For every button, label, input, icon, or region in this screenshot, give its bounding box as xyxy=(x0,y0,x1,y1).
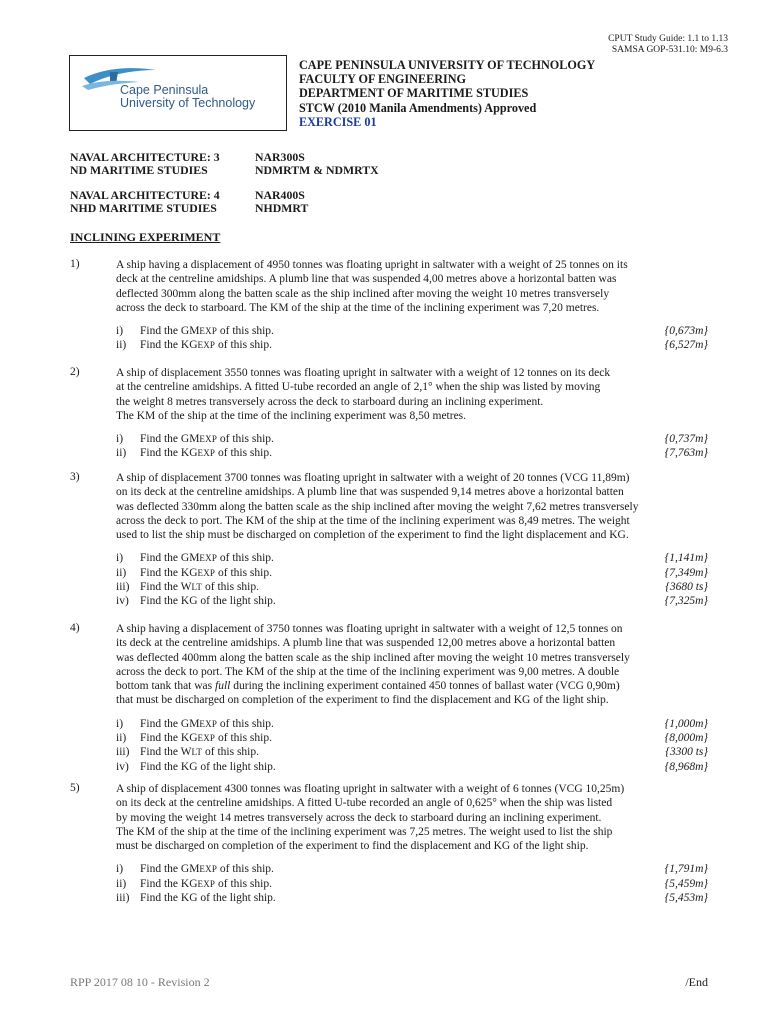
department-name: DEPARTMENT OF MARITIME STUDIES xyxy=(299,86,529,101)
exercise-title: EXERCISE 01 xyxy=(299,114,377,129)
sub-question-answer: {5,459m} xyxy=(664,877,708,890)
study-guide-ref: CPUT Study Guide: 1.1 to 1.13 xyxy=(608,34,728,44)
sub-question-answer: {0,737m} xyxy=(664,433,708,446)
question-line: across the deck to port. The KM of the ship at the time of the inclining experiment was 8,49 metres. The weight xyxy=(116,514,630,527)
question-number: 3) xyxy=(70,471,80,483)
question-number: 5) xyxy=(70,782,80,794)
sub-question-answer: {7,763m} xyxy=(664,447,708,460)
sub-question-roman: iii) xyxy=(116,581,130,594)
sub-question xyxy=(116,745,730,759)
samsa-ref: SAMSA GOP-531.10: M9-6.3 xyxy=(611,45,728,55)
sub-question-text: Find the KGEXP of this ship. xyxy=(140,339,272,352)
sub-question xyxy=(116,432,730,446)
question-line: at the centreline amidships. A fitted U-tube recorded an angle of 2,1° when the ship was listed by moving xyxy=(116,381,601,394)
sub-question-text: Find the GMEXP of this ship. xyxy=(140,433,274,446)
question-line: on its deck at the centreline amidships. A fitted U-tube recorded an angle of 0,625° when the ship was listed xyxy=(116,797,613,810)
sub-question-text: Find the GMEXP of this ship. xyxy=(140,863,274,876)
sub-question-roman: iv) xyxy=(116,595,129,608)
sub-question-roman: i) xyxy=(116,863,124,876)
sub-question-answer: {0,673m} xyxy=(664,325,708,338)
question-1 xyxy=(70,258,730,353)
footer-revision: RPP 2017 08 10 - Revision 2 xyxy=(70,975,210,989)
sub-question-list xyxy=(116,324,730,353)
sub-question-text: Find the KG of the light ship. xyxy=(140,892,276,905)
logo-wordmark: Cape Peninsula University of Technology xyxy=(120,83,256,110)
question-number: 2) xyxy=(70,366,80,378)
sub-question-roman: ii) xyxy=(116,732,127,745)
question-line: on its deck at the centreline amidships. A plumb line that was suspended 9,14 metres above a horizontal batten xyxy=(116,486,624,499)
question-text xyxy=(116,258,730,315)
question-number: 4) xyxy=(70,622,80,634)
question-line: across the deck to starboard. The KM of the ship at the time of the inclining experiment was 7,20 metres. xyxy=(116,301,600,314)
sub-question-text: Find the WLT of this ship. xyxy=(140,581,259,594)
sub-question-answer: {8,000m} xyxy=(664,732,708,745)
sub-question xyxy=(116,446,730,460)
section-title: INCLINING EXPERIMENT xyxy=(70,230,221,244)
sub-question xyxy=(116,760,730,774)
question-text xyxy=(116,622,730,708)
sub-question-answer: {3300 ts} xyxy=(665,746,708,759)
sub-question xyxy=(116,862,730,876)
sub-question-roman: ii) xyxy=(116,566,127,579)
question-line: must be discharged on completion of the experiment to find the displacement and KG of the light ship. xyxy=(116,840,589,853)
question-line: was deflected 400mm along the batten scale as the ship inclined after moving the weight 10 metres transversely xyxy=(116,651,630,664)
sub-question-roman: ii) xyxy=(116,339,127,352)
sub-question-answer: {8,968m} xyxy=(664,760,708,773)
approval-line: STCW (2010 Manila Amendments) Approved xyxy=(299,100,537,115)
sub-question-answer: {7,325m} xyxy=(664,595,708,608)
sub-question-text: Find the GMEXP of this ship. xyxy=(140,717,274,730)
sub-question-roman: i) xyxy=(116,717,124,730)
university-logo xyxy=(69,55,287,131)
question-number: 1) xyxy=(70,258,80,270)
question-3 xyxy=(70,471,730,609)
sub-question-roman: iii) xyxy=(116,892,130,905)
question-2 xyxy=(70,366,730,461)
question-text xyxy=(116,366,730,423)
sub-question-text: Find the KG of the light ship. xyxy=(140,760,276,773)
question-5 xyxy=(70,782,730,905)
question-line: A ship of displacement 3700 tonnes was floating upright in saltwater with a weight of 20 tonnes (VCG 11,89m) xyxy=(116,472,630,484)
sub-question-roman: ii) xyxy=(116,447,127,460)
sub-question xyxy=(116,338,730,352)
sub-question-answer: {6,527m} xyxy=(664,339,708,352)
question-line: A ship of displacement 4300 tonnes was floating upright in saltwater with a weight of 6 tonnes (VCG 10,25m) xyxy=(116,783,625,795)
question-line: by moving the weight 14 metres transversely across the deck to starboard during an inclining experiment. xyxy=(116,811,602,824)
sub-question-roman: i) xyxy=(116,433,124,446)
document-header xyxy=(299,58,595,129)
question-line: its deck at the centreline amidships. A plumb line that was suspended 12,00 metres above a horizontal batten xyxy=(116,637,616,650)
question-text xyxy=(116,471,730,542)
question-line: bottom tank that was full during the inclining experiment contained 450 tonnes of ballast water (VCG 0,90m) xyxy=(116,680,620,693)
sub-question-answer: {1,141m} xyxy=(664,552,708,565)
sub-question-answer: {1,000m} xyxy=(664,717,708,730)
question-line: across the deck to port. The KM of the ship at the time of the inclining experiment was 9,00 metres. A double xyxy=(116,665,620,678)
sub-question-answer: {7,349m} xyxy=(664,566,708,579)
question-line: A ship having a displacement of 3750 tonnes was floating upright in saltwater with a weight of 12,5 tonnes on xyxy=(116,623,623,635)
sub-question-text: Find the KGEXP of this ship. xyxy=(140,566,272,579)
sub-question-roman: iv) xyxy=(116,760,129,773)
course-row: NAVAL ARCHITECTURE: 3 NAR300S xyxy=(70,150,305,164)
document-reference xyxy=(608,34,728,56)
question-line: that must be discharged on completion of the experiment to find the displacement and KG of the light ship. xyxy=(116,694,609,707)
sub-question-text: Find the GMEXP of this ship. xyxy=(140,325,274,338)
sub-question-answer: {1,791m} xyxy=(664,863,708,876)
question-text xyxy=(116,782,730,853)
question-line: A ship of displacement 3550 tonnes was floating upright in saltwater with a weight of 12 tonnes on its deck xyxy=(116,367,611,379)
sub-question xyxy=(116,731,730,745)
sub-question xyxy=(116,891,730,905)
sub-question xyxy=(116,324,730,338)
sub-question-roman: i) xyxy=(116,325,124,338)
sub-question-list xyxy=(116,551,730,608)
sub-question-text: Find the KGEXP of this ship. xyxy=(140,447,272,460)
sub-question-list xyxy=(116,432,730,461)
question-line: The KM of the ship at the time of the inclining experiment was 7,25 metres. The weight used to list the ship xyxy=(116,825,613,838)
course-row: ND MARITIME STUDIES NDMRTM & NDMRTX xyxy=(70,163,379,177)
question-line: The KM of the ship at the time of the inclining experiment was 8,50 metres. xyxy=(116,409,467,422)
sub-question xyxy=(116,594,730,608)
course-row: NHD MARITIME STUDIES NHDMRT xyxy=(70,201,309,215)
faculty-name: FACULTY OF ENGINEERING xyxy=(299,72,467,87)
sub-question-text: Find the KG of the light ship. xyxy=(140,595,276,608)
sub-question-answer: {3680 ts} xyxy=(665,581,708,594)
sub-question-roman: iii) xyxy=(116,746,130,759)
sub-question-list xyxy=(116,862,730,905)
sub-question-text: Find the KGEXP of this ship. xyxy=(140,732,272,745)
sub-question-list xyxy=(116,717,730,774)
footer-end: /End xyxy=(685,975,708,989)
sub-question-roman: i) xyxy=(116,552,124,565)
question-line: used to list the ship must be discharged on completion of the experiment to find the light displacement and KG. xyxy=(116,529,629,542)
sub-question xyxy=(116,717,730,731)
sub-question-text: Find the KGEXP of this ship. xyxy=(140,877,272,890)
course-block-2 xyxy=(70,188,309,215)
question-line: deck at the centreline amidships. A plumb line that was suspended 4,00 metres above a horizontal batten was xyxy=(116,273,617,286)
question-line: was deflected 330mm along the batten scale as the ship inclined after moving the weight 7,62 metres transversely xyxy=(116,500,639,513)
sub-question-text: Find the GMEXP of this ship. xyxy=(140,552,274,565)
sub-question xyxy=(116,551,730,565)
question-4 xyxy=(70,622,730,774)
sub-question-answer: {5,453m} xyxy=(664,892,708,905)
sub-question xyxy=(116,580,730,594)
course-row: NAVAL ARCHITECTURE: 4 NAR400S xyxy=(70,188,305,202)
sub-question-roman: ii) xyxy=(116,877,127,890)
question-line: deflected 300mm along the batten scale as the ship inclined after moving the weight 10 metres transversely xyxy=(116,287,610,300)
question-line: the weight 8 metres transversely across the deck to starboard during an inclining experiment. xyxy=(116,395,544,408)
sub-question-text: Find the WLT of this ship. xyxy=(140,746,259,759)
university-name: CAPE PENINSULA UNIVERSITY OF TECHNOLOGY xyxy=(299,58,596,72)
sub-question xyxy=(116,877,730,891)
question-line: A ship having a displacement of 4950 tonnes was floating upright in saltwater with a weight of 25 tonnes on its xyxy=(116,259,628,271)
sub-question xyxy=(116,566,730,580)
course-block-1 xyxy=(70,150,379,177)
